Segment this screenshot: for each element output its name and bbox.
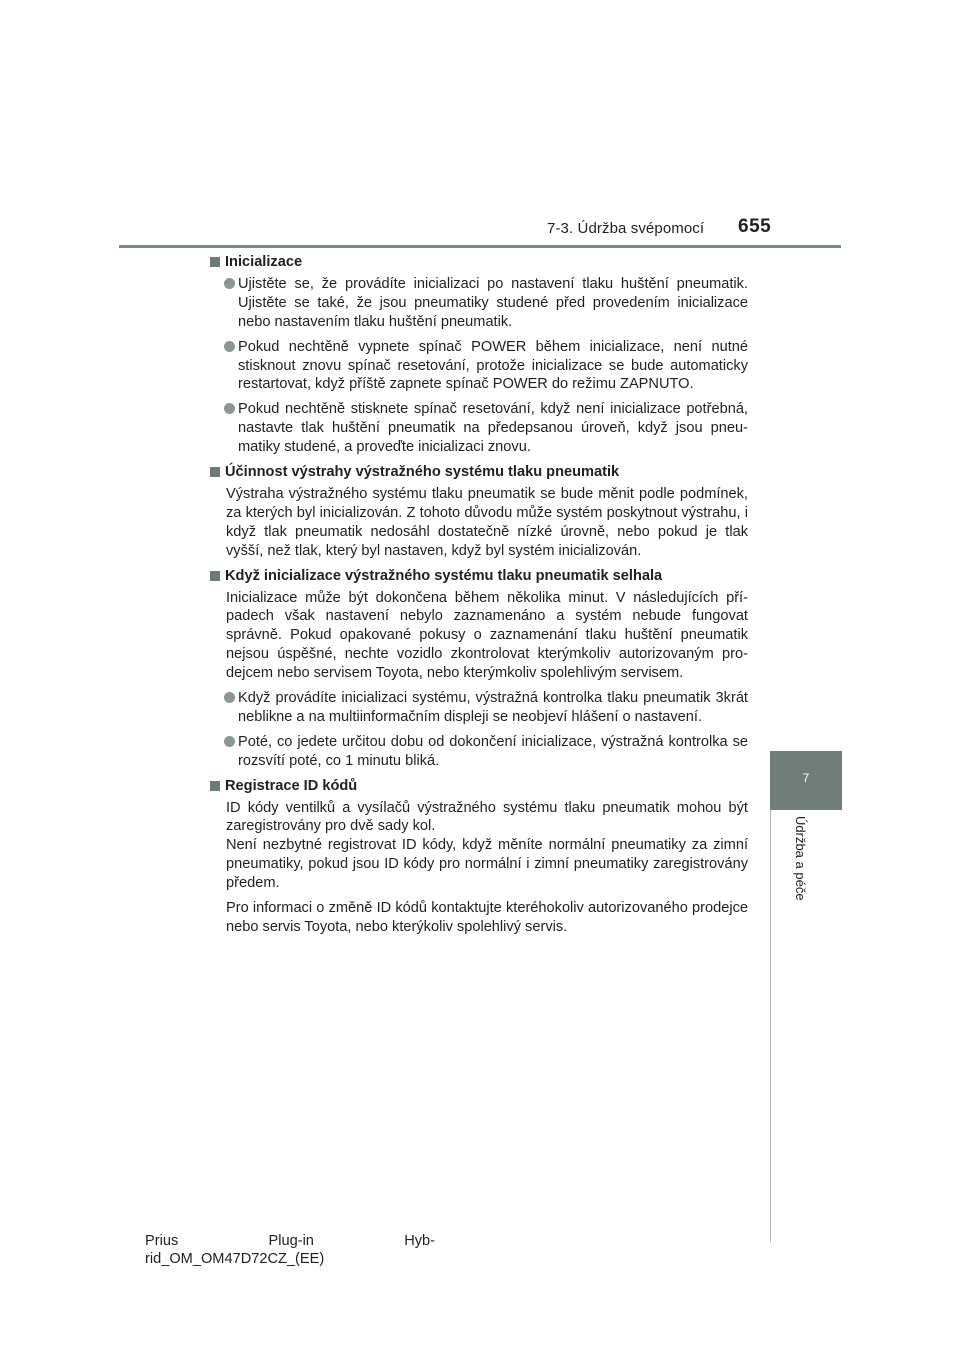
square-bullet-icon: [210, 571, 220, 581]
page-number: 655: [738, 216, 772, 237]
list-item: [210, 275, 748, 332]
header-divider: [119, 245, 841, 248]
list-item: [210, 400, 748, 457]
list-item: [210, 733, 748, 771]
round-bullet-icon: [224, 341, 235, 352]
section-heading-text: Inicializace: [225, 254, 303, 270]
section-heading: [210, 777, 748, 796]
header-section-title: 7-3. Údržba svépomocí: [547, 220, 705, 237]
square-bullet-icon: [210, 467, 220, 477]
chapter-side-strip: [770, 810, 843, 1242]
list-item-text: Poté, co jedete určitou dobu od dokončení inicializace, výstražná kontrolka se rozsvítí poté, co 1 minutu bliká.: [238, 733, 748, 769]
footer-document-id: [145, 1232, 435, 1268]
footer-word: Prius: [145, 1233, 179, 1249]
footer-word: Plug-in: [268, 1233, 314, 1249]
list-item: [210, 689, 748, 727]
paragraph: Výstraha výstražného systému tlaku pneumatik se bude měnit podle podmínek, za kterých byl inicializován. Z tohoto důvodu může systém poskytnout výstrahu, i když tlak pneumatik nedosáhl dostatečně nízké úrovně, nebo pokud je tlak vyšší, než tlak, který byl nastaven, když byl systém inicializován.: [226, 485, 748, 559]
footer-word: Hyb-: [404, 1233, 435, 1249]
list-item-text: Když provádíte inicializaci systému, výstražná kontrolka tlaku pneumatik 3krát neblikne a na multiinformačním displeji se neobjeví hlášení o nastavení.: [238, 690, 748, 725]
paragraph: Inicializace může být dokončena během několika minut. V následujících případech však nastavení nebylo zaznamenáno a systém nebude fungovat správně. Pokud opakované pokusy o zaznamenání tlaku huštění pneumatik nejsou úspěšné, nechte vozidlo zkontrolovat kterýmkoliv autorizovaným prodejcem nebo servisem Toyota, nebo kterýmkoliv spolehlivým servisem.: [226, 589, 748, 682]
paragraph: Není nezbytné registrovat ID kódy, když měníte normální pneumatiky za zimní pneumatiky, pokud jsou ID kódy pro normální i zimní pneumatiky zaregistrovány předem.: [226, 837, 748, 892]
square-bullet-icon: [210, 781, 220, 791]
chapter-tab: [770, 751, 842, 810]
chapter-title: Údržba a péče: [793, 816, 808, 901]
section-heading: [210, 253, 748, 272]
section-heading-text: Účinnost výstrahy výstražného systému tlaku pneumatik: [225, 464, 620, 481]
section-heading-text: Když inicializace výstražného systému tlaku pneumatik selhala: [225, 567, 663, 584]
paragraph: ID kódy ventilků a vysílačů výstražného systému tlaku pneumatik mohou být zaregistrovány pro dvě sady kol.: [226, 799, 748, 835]
list-item-text: Pokud nechtěně stisknete spínač resetování, když není inicializace potřebná, nastavte tlak huštění pneumatik na předepsanou úroveň, když jsou pneumatiky studené, a proveďte inicializaci znovu.: [238, 401, 748, 456]
round-bullet-icon: [224, 692, 235, 703]
section-heading: [210, 463, 748, 482]
footer-line: rid_OM_OM47D72CZ_(EE): [145, 1251, 325, 1267]
list-item-text: Pokud nechtěně vypnete spínač POWER během inicializace, není nutné stisknout znovu spínač resetování, protože inicializace se bude automaticky restartovat, když příště zapnete spínač POWER do režimu ZAPNUTO.: [238, 338, 748, 393]
round-bullet-icon: [224, 278, 235, 289]
main-content: [210, 253, 748, 943]
section-heading: [210, 567, 748, 586]
list-item-text: Ujistěte se, že provádíte inicializaci po nastavení tlaku huštění pneumatik. Ujistěte se také, že jsou pneumatiky studené před provedením inicializace nebo nastavením tlaku huštění pneumatik.: [238, 275, 748, 330]
section-heading-text: Registrace ID kódů: [225, 777, 358, 794]
paragraph: Pro informaci o změně ID kódů kontaktujte kteréhokoliv autorizovaného prodejce nebo servis Toyota, nebo kterýkoliv spolehlivý servis.: [226, 900, 748, 935]
chapter-number: 7: [802, 771, 810, 785]
footer-line: [145, 1232, 435, 1250]
list-item: [210, 338, 748, 395]
round-bullet-icon: [224, 736, 235, 747]
square-bullet-icon: [210, 257, 220, 267]
round-bullet-icon: [224, 403, 235, 414]
